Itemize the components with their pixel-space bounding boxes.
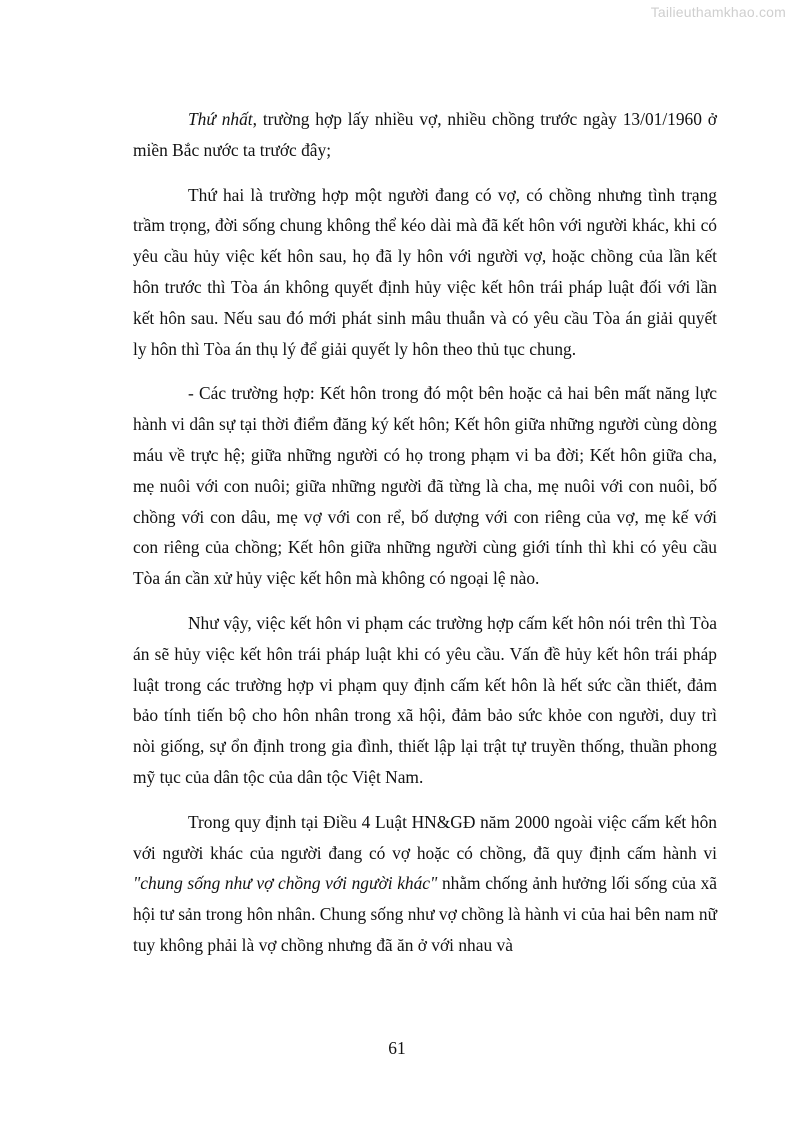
paragraph-4: Như vậy, việc kết hôn vi phạm các trường hợp cấm kết hôn nói trên thì Tòa án sẽ hủy việc kết hôn trái pháp luật khi có yêu cầu. Vấn đề hủy kết hôn trái pháp luật trong các trường hợp vi phạm quy định cấm kết hôn là hết sức cần thiết, đảm bảo tính tiến bộ cho hôn nhân trong xã hội, đảm bảo sức khỏe con người, duy trì nòi giống, sự ổn định trong gia đình, thiết lập lại trật tự truyền thống, thuần phong mỹ tục của dân tộc của dân tộc Việt Nam.: [133, 612, 717, 787]
document-body: [133, 104, 717, 975]
paragraph-3: - Các trường hợp: Kết hôn trong đó một bên hoặc cả hai bên mất năng lực hành vi dân sự tại thời điểm đăng ký kết hôn; Kết hôn giữa những người cùng dòng máu về trực hệ; giữa những người có họ trong phạm vi ba đời; Kết hôn giữa cha, mẹ nuôi với con nuôi; giữa những người đã từng là cha, mẹ nuôi với con nuôi, bố chồng với con dâu, mẹ vợ với con rể, bố dượng với con riêng của vợ, mẹ kế với con riêng của chồng; Kết hôn giữa những người cùng giới tính thì khi có yêu cầu Tòa án cần xử hủy việc kết hôn mà không có ngoại lệ nào.: [133, 383, 717, 589]
paragraph-1: Thứ nhất, trường hợp lấy nhiều vợ, nhiều chồng trước ngày 13/01/1960 ở miền Bắc nước ta trước đây;: [133, 109, 717, 160]
page-number: 61: [388, 1038, 406, 1058]
paragraph-5: Trong quy định tại Điều 4 Luật HN&GĐ năm 2000 ngoài việc cấm kết hôn với người khác của người đang có vợ hoặc có chồng, đã quy định cấm hành vi "chung sống như vợ chồng với người khác" nhằm chống ảnh hưởng lối sống của xã hội tư sản trong hôn nhân. Chung sống như vợ chồng là hành vi của hai bên nam nữ tuy không phải là vợ chồng nhưng đã ăn ở với nhau và: [133, 811, 717, 955]
watermark-text: Tailieuthamkhao.com: [650, 4, 786, 20]
paragraph-2: Thứ hai là trường hợp một người đang có vợ, có chồng nhưng tình trạng trầm trọng, đời sống chung không thể kéo dài mà đã kết hôn với người khác, khi có yêu cầu hủy việc kết hôn sau, họ đã ly hôn với người vợ, hoặc chồng của lần kết hôn trước thì Tòa án không quyết định hủy việc kết hôn trái pháp luật đối với lần kết hôn sau. Nếu sau đó mới phát sinh mâu thuẫn và có yêu cầu Tòa án giải quyết ly hôn thì Tòa án thụ lý để giải quyết ly hôn theo thủ tục chung.: [133, 184, 717, 359]
